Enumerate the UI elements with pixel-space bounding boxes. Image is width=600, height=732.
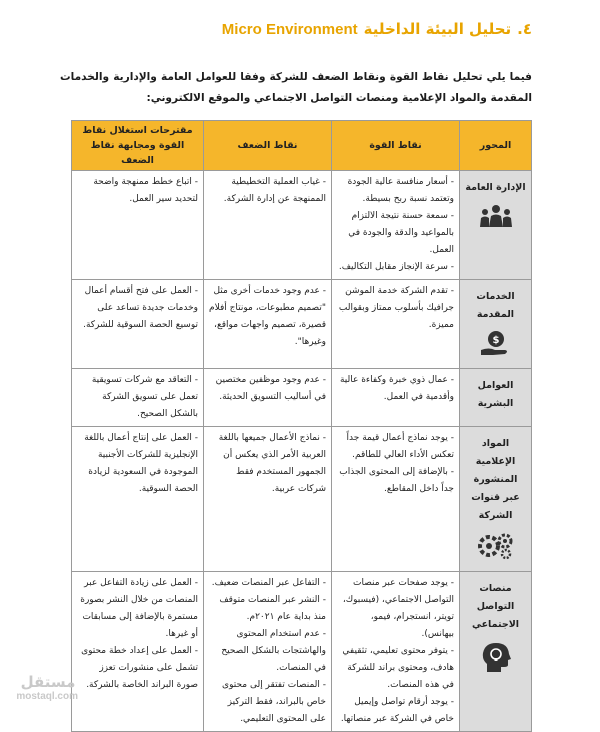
proposals-cell — [72, 369, 204, 427]
header-weaknesses: نقاط الضعف — [204, 121, 332, 171]
strengths-cell — [332, 572, 460, 732]
header-proposals: مقترحات استغلال نقاط القوة ومجابهة نقاط الضعف — [72, 121, 204, 171]
axis-cell — [460, 171, 532, 280]
weaknesses-item: - عدم وجود موظفين مختصين في أساليب التسويق الحديثة. — [215, 375, 326, 402]
axis-cell — [460, 369, 532, 427]
weaknesses-item: - عدم وجود خدمات أخرى مثل "تصميم مطبوعات، مونتاج أفلام قصيرة، تصميم واجهات مواقع، وغيرها". — [209, 286, 326, 347]
section-heading — [40, 20, 532, 38]
strengths-item: - عمال ذوي خبرة وكفاءة عالية وأقدمية في العمل. — [339, 375, 454, 402]
axis-cell — [460, 572, 532, 732]
weaknesses-cell — [204, 427, 332, 572]
weaknesses-item: - عدم استخدام المحتوى والهاشتجات بالشكل الصحيح في المنصات. — [221, 629, 326, 673]
weaknesses-cell — [204, 572, 332, 732]
strengths-item: - أسعار منافسة عالية الجودة وتعتمد نسبة ربح بسيطة. — [347, 177, 454, 204]
weaknesses-item: - التفاعل عبر المنصات ضعيف. — [211, 578, 326, 588]
weaknesses-cell — [204, 280, 332, 369]
table-row — [72, 427, 532, 572]
axis-label: الخدمات المقدمة — [476, 291, 515, 320]
proposals-item: - اتباع خطط ممنهجة واضحة لتحديد سير العمل. — [93, 177, 198, 204]
money-hand-icon — [465, 330, 526, 365]
section-number: ٤. — [517, 20, 532, 38]
watermark-latin: mostaql.com — [16, 691, 78, 702]
axis-cell — [460, 280, 532, 369]
table-header-row — [72, 121, 532, 171]
proposals-item: - العمل على إعداد خطة محتوى تشمل على منشورات تعزز صورة البراند الخاصة بالشركة. — [81, 646, 198, 690]
proposals-item: - العمل على زيادة التفاعل عبر المنصات من خلال النشر بصورة مستمرة بالإضافة إلى مسابقات أو غيرها. — [80, 578, 198, 639]
axis-label: العوامل البشرية — [477, 380, 514, 409]
strengths-cell — [332, 171, 460, 280]
table-row — [72, 369, 532, 427]
table-row — [72, 572, 532, 732]
section-title-ar: تحليل البيئة الداخلية — [363, 20, 512, 38]
gears-icon — [465, 531, 526, 568]
strengths-cell — [332, 280, 460, 369]
proposals-item: - العمل على فتح أقسام أعمال وخدمات جديدة تساعد على توسيع الحصة السوقية للشركة. — [83, 286, 198, 330]
strengths-item: - يوجد نماذج أعمال قيمة جداً تعكس الأداء العالي للطاقم. — [346, 433, 454, 460]
axis-label: منصات التواصل الاجتماعي — [471, 583, 520, 630]
proposals-cell — [72, 280, 204, 369]
strengths-cell — [332, 427, 460, 572]
table-body — [72, 171, 532, 732]
proposals-item: - العمل على إنتاج أعمال باللغة الإنجليزية للشركات الأجنبية الموجودة في السعودية لزيادة الحصة السوقية. — [84, 433, 198, 494]
axis-label: المواد الإعلامية المنشورة عبر قنوات الشركة — [471, 438, 520, 521]
weaknesses-item: - نماذج الأعمال جميعها باللغة العربية الأمر الذي يعكس أن الجمهور المستخدم فقط شركات عربية. — [218, 433, 326, 494]
weaknesses-item: - غياب العملية التخطيطية الممنهجة عن إدارة الشركة. — [223, 177, 326, 204]
table-row — [72, 280, 532, 369]
proposals-item: - التعاقد مع شركات تسويقية تعمل على تسويق الشركة بالشكل الصحيح. — [91, 375, 198, 419]
team-icon — [465, 203, 526, 236]
strengths-item: - بالإضافة إلى المحتوى الجذاب جداً داخل المقاطع. — [339, 467, 454, 494]
svg-text:$: $ — [492, 335, 499, 346]
header-strengths: نقاط القوة — [332, 121, 460, 171]
site-watermark — [18, 674, 78, 703]
strengths-item: - يوجد صفحات عبر منصات التواصل الاجتماعي، (فيسبوك، تويتر، انستجرام، فيمو، بيهانس). — [342, 578, 454, 639]
strengths-item: - تقدم الشركة خدمة الموشن جرافيك بأسلوب ممتاز وبقوالب مميزة. — [338, 286, 454, 330]
proposals-cell — [72, 171, 204, 280]
head-idea-icon — [465, 640, 526, 681]
proposals-cell — [72, 427, 204, 572]
strengths-item: - يوجد أرقام تواصل وإيميل خاص في الشركة عبر منصاتها. — [340, 697, 454, 724]
weaknesses-item: - النشر عبر المنصات متوقف منذ بداية عام ٢٠٢١م. — [219, 595, 326, 622]
weaknesses-cell — [204, 369, 332, 427]
strengths-item: - سمعة حسنة نتيجة الالتزام بالمواعيد والدقة والجودة في العمل. — [348, 211, 454, 255]
strengths-item: - يتوفر محتوى تعليمي، تثقيفي هادف، ومحتوى براند للشركة في هذه المنصات. — [342, 646, 454, 690]
proposals-cell — [72, 572, 204, 732]
analysis-table — [71, 120, 532, 732]
intro-paragraph: فيما يلي تحليل نقاط القوة ونقاط الضعف للشركة وفقا للعوامل العامة والإدارية والخدمات المقدمة والمواد الإعلامية ومنصات التواصل الاجتماعي والموقع الالكتروني: — [60, 70, 532, 104]
header-axis: المحور — [460, 121, 532, 171]
strengths-cell — [332, 369, 460, 427]
weaknesses-cell — [204, 171, 332, 280]
weaknesses-item: - المنصات تفتقر إلى محتوى خاص بالبراند، فقط التركيز على المحتوى التعليمي. — [222, 680, 326, 724]
section-title-en: Micro Environment — [221, 20, 358, 38]
table-row — [72, 171, 532, 280]
axis-label: الإدارة العامة — [465, 182, 526, 193]
watermark-arabic: مستقل — [20, 673, 76, 691]
strengths-item: - سرعة الإنجاز مقابل التكاليف. — [338, 262, 454, 272]
axis-cell — [460, 427, 532, 572]
